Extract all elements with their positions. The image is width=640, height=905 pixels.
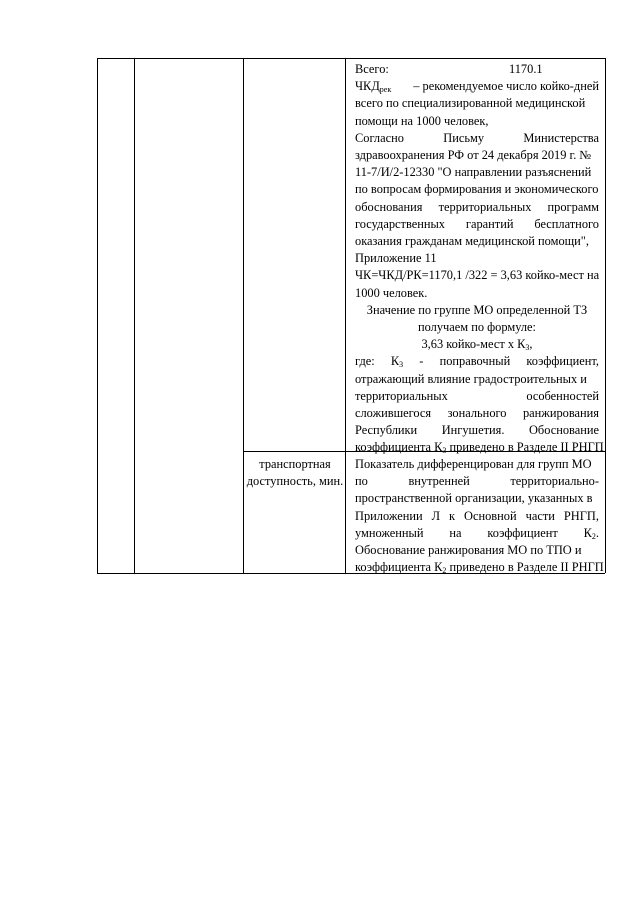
text-word: где: [355, 354, 375, 369]
formula-line: Значение по группе МО определенной ТЗ [366, 302, 588, 317]
indicator-line: доступность, мин. [246, 474, 344, 489]
text-word: $К_3$ [390, 354, 404, 370]
text-line [355, 490, 599, 507]
text-line [355, 285, 599, 302]
row2-description-cell [355, 456, 604, 576]
text-word: внутренней [408, 474, 470, 489]
formula-line: 3,63 койко-мест х $К_3$, [421, 337, 533, 353]
text-word: ЧК=ЧКД/РК=1170,1 /322 = 3,63 койко-мест на [355, 268, 600, 283]
text-line [355, 525, 599, 542]
indicator-line: транспортная [259, 457, 331, 471]
text-line [355, 113, 599, 130]
text-word: оказания гражданам медицинской помощи", [355, 234, 589, 249]
text-word: территориальных [438, 199, 532, 214]
text-word: $К_2$. [583, 525, 599, 541]
chkd-symbol: ЧКД [355, 79, 380, 94]
text-word: коэффициента $К_3$ приведено в Разделе II РНГП [355, 440, 604, 456]
text-line [355, 250, 599, 267]
text-line [355, 216, 599, 233]
row1-coefficient-lines [355, 353, 604, 456]
text-word: Основной [464, 508, 517, 523]
text-line [355, 405, 599, 422]
text-line [355, 181, 599, 198]
text-word: бесплатного [534, 216, 599, 231]
text-word: пространственной организации, указанных в [355, 491, 593, 506]
text-word: по [355, 474, 368, 489]
text-line [355, 388, 599, 405]
text-line [355, 147, 599, 164]
text-word: Ингушетия. [441, 423, 505, 438]
column-divider-2 [243, 58, 244, 573]
row1-description-cell [355, 61, 604, 457]
text-line [355, 542, 599, 559]
text-line [355, 422, 599, 439]
text-word: сложившегося [355, 406, 432, 421]
total-value: 1170.1 [509, 62, 543, 76]
text-word: Обоснование [528, 423, 599, 438]
text-line [355, 164, 599, 181]
text-word: по вопросам формирования и экономического [355, 182, 599, 197]
text-word: поправочный [439, 354, 511, 369]
text-word: на [449, 525, 462, 540]
text-word: программ [547, 199, 599, 214]
text-word: Л [431, 508, 441, 523]
text-word: Согласно [355, 130, 404, 145]
text-word: Министерства [523, 130, 599, 145]
chkd-definition-line [355, 78, 599, 95]
text-word: к [449, 508, 456, 523]
text-word: территориальных [355, 388, 448, 403]
text-line [355, 130, 599, 147]
text-word: территориально- [510, 474, 599, 489]
text-word: отражающий влияние градостроительных и [355, 371, 587, 386]
text-line [355, 456, 599, 473]
text-word: - [419, 354, 424, 369]
text-word: обоснования [355, 199, 423, 214]
text-word: ранжирования [522, 406, 599, 421]
text-line [355, 473, 599, 490]
text-word: Республики [355, 423, 418, 438]
text-word: зонального [447, 406, 507, 421]
text-line [355, 233, 599, 250]
text-word: 11-7/И/2-12330 "О направлении разъяснений [355, 165, 592, 180]
text-word: умноженный [355, 525, 424, 540]
formula-line: получаем по формуле: [418, 320, 536, 335]
chkd-subscript: рек [379, 85, 392, 95]
total-line [355, 61, 599, 78]
chkd-definition-text: – рекомендуемое число койко-дней [413, 79, 599, 94]
text-line [355, 559, 604, 576]
text-word: здравоохранения РФ от 24 декабря 2019 г. № [355, 148, 592, 162]
text-word: особенностей [526, 388, 599, 403]
table-border-top [97, 58, 605, 59]
text-line [355, 267, 599, 284]
text-word: государственных [355, 216, 446, 231]
total-label: Всего: [355, 62, 389, 76]
text-word: Письму [443, 130, 485, 145]
text-line [355, 508, 599, 525]
indicator-cell [244, 456, 346, 490]
column-divider-1 [134, 58, 135, 573]
text-line [355, 353, 599, 370]
text-word: РНГП, [563, 508, 599, 523]
text-line [355, 199, 599, 216]
text-line [355, 95, 599, 112]
text-word: коэффициента $К_2$ приведено в Разделе II РНГП [355, 560, 604, 576]
text-word: всего по специализированной медицинской [355, 96, 586, 111]
row1-body-lines [355, 95, 599, 301]
table-border-right [605, 58, 606, 573]
text-word: Показатель дифференцирован для групп МО [355, 457, 592, 471]
text-word: помощи на 1000 человек, [355, 113, 489, 128]
text-word: 1000 человек. [355, 285, 428, 300]
table-border-left [97, 58, 98, 573]
text-word: гарантий [465, 216, 514, 231]
text-line [355, 439, 604, 456]
text-word: коэффициент [487, 525, 558, 540]
text-word: Обоснование ранжирования МО по ТПО и [355, 543, 582, 558]
text-line [355, 371, 599, 388]
column-divider-3 [345, 58, 346, 573]
text-word: Приложении [355, 508, 423, 523]
text-word: Приложение 11 [355, 251, 437, 266]
row1-formula-lines [355, 302, 599, 354]
text-word: коэффициент, [526, 354, 599, 369]
text-word: части [525, 508, 555, 523]
